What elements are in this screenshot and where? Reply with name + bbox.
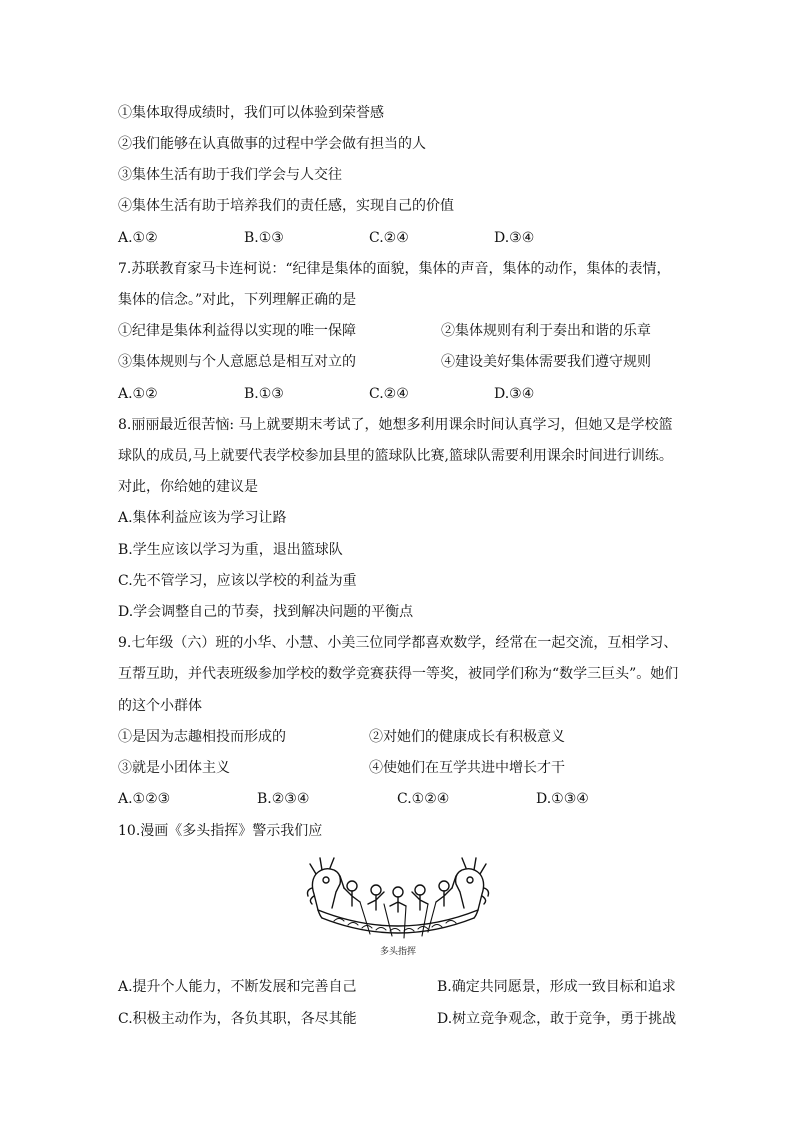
q9-item-3: ③就是小团体主义 (118, 760, 230, 776)
q7-option-b: B.①③ (244, 386, 284, 402)
q9-option-b: B.②③④ (257, 791, 310, 807)
q9-option-a: A.①②③ (118, 791, 171, 807)
q6-option-d: D.③④ (494, 230, 535, 246)
dragon-boat-cartoon (300, 852, 496, 944)
cartoon-figure (300, 852, 496, 962)
q9-stem-line3: 的这个小群体 (118, 698, 202, 714)
figure-caption: 多头指挥 (379, 947, 416, 957)
q7-item-4: ④建设美好集体需要我们遵守规则 (441, 354, 651, 370)
q7-option-c: C.②④ (369, 386, 409, 402)
q6-option-a: A.①② (118, 230, 158, 246)
q6-option-b: B.①③ (244, 230, 284, 246)
q9-stem-line2: 互帮互助，并代表班级参加学校的数学竞赛获得一等奖，被同学们称为“数学三巨头”。她们 (118, 666, 679, 682)
q7-option-d: D.③④ (494, 386, 535, 402)
q7-item-3: ③集体规则与个人意愿总是相互对立的 (118, 354, 356, 370)
q8-stem-line3: 对此，你给她的建议是 (118, 479, 258, 495)
q9-stem-line1: 9.七年级（六）班的小华、小慧、小美三位同学都喜欢数学，经常在一起交流，互相学习、 (118, 635, 678, 651)
q10-option-c: C.积极主动作为，各负其职，各尽其能 (118, 1011, 357, 1027)
q10-option-d: D.树立竞争观念，敢于竞争，勇于挑战 (437, 1011, 677, 1027)
q9-option-c: C.①②④ (397, 791, 450, 807)
q6-item-2: ②我们能够在认真做事的过程中学会做有担当的人 (118, 136, 426, 152)
q6-item-1: ①集体取得成绩时，我们可以体验到荣誉感 (118, 105, 384, 121)
q8-option-c: C.先不管学习，应该以学校的利益为重 (118, 573, 357, 589)
q10-option-a: A.提升个人能力，不断发展和完善自己 (118, 979, 357, 995)
q7-option-a: A.①② (118, 386, 158, 402)
q9-item-1: ①是因为志趣相投而形成的 (118, 729, 286, 745)
q7-item-1: ①纪律是集体利益得以实现的唯一保障 (118, 323, 356, 339)
q6-item-3: ③集体生活有助于我们学会与人交往 (118, 167, 342, 183)
q8-option-d: D.学会调整自己的节奏，找到解决问题的平衡点 (118, 604, 414, 620)
q9-item-2: ②对她们的健康成长有积极意义 (369, 729, 565, 745)
q9-item-4: ④使她们在互学共进中增长才干 (369, 760, 565, 776)
q9-option-d: D.①③④ (536, 791, 589, 807)
q10-stem: 10.漫画《多头指挥》警示我们应 (118, 823, 323, 839)
q10-option-b: B.确定共同愿景，形成一致目标和追求 (437, 979, 676, 995)
q7-item-2: ②集体规则有利于奏出和谐的乐章 (441, 323, 651, 339)
q6-option-c: C.②④ (369, 230, 409, 246)
q8-stem-line1: 8.丽丽最近很苦恼: 马上就要期末考试了，她想多利用课余时间认真学习，但她又是学校篮 (118, 417, 673, 433)
q8-option-a: A.集体利益应该为学习让路 (118, 510, 287, 526)
q7-stem-line1: 7.苏联教育家马卡连柯说：“纪律是集体的面貌，集体的声音，集体的动作，集体的表情， (118, 261, 671, 277)
q8-stem-line2: 球队的成员,马上就要代表学校参加县里的篮球队比赛,篮球队需要利用课余时间进行训练。 (118, 448, 673, 464)
q6-item-4: ④集体生活有助于培养我们的责任感，实现自己的价值 (118, 198, 454, 214)
q7-stem-line2: 集体的信念。”对此，下列理解正确的是 (118, 292, 357, 308)
q8-option-b: B.学生应该以学习为重，退出篮球队 (118, 542, 343, 558)
